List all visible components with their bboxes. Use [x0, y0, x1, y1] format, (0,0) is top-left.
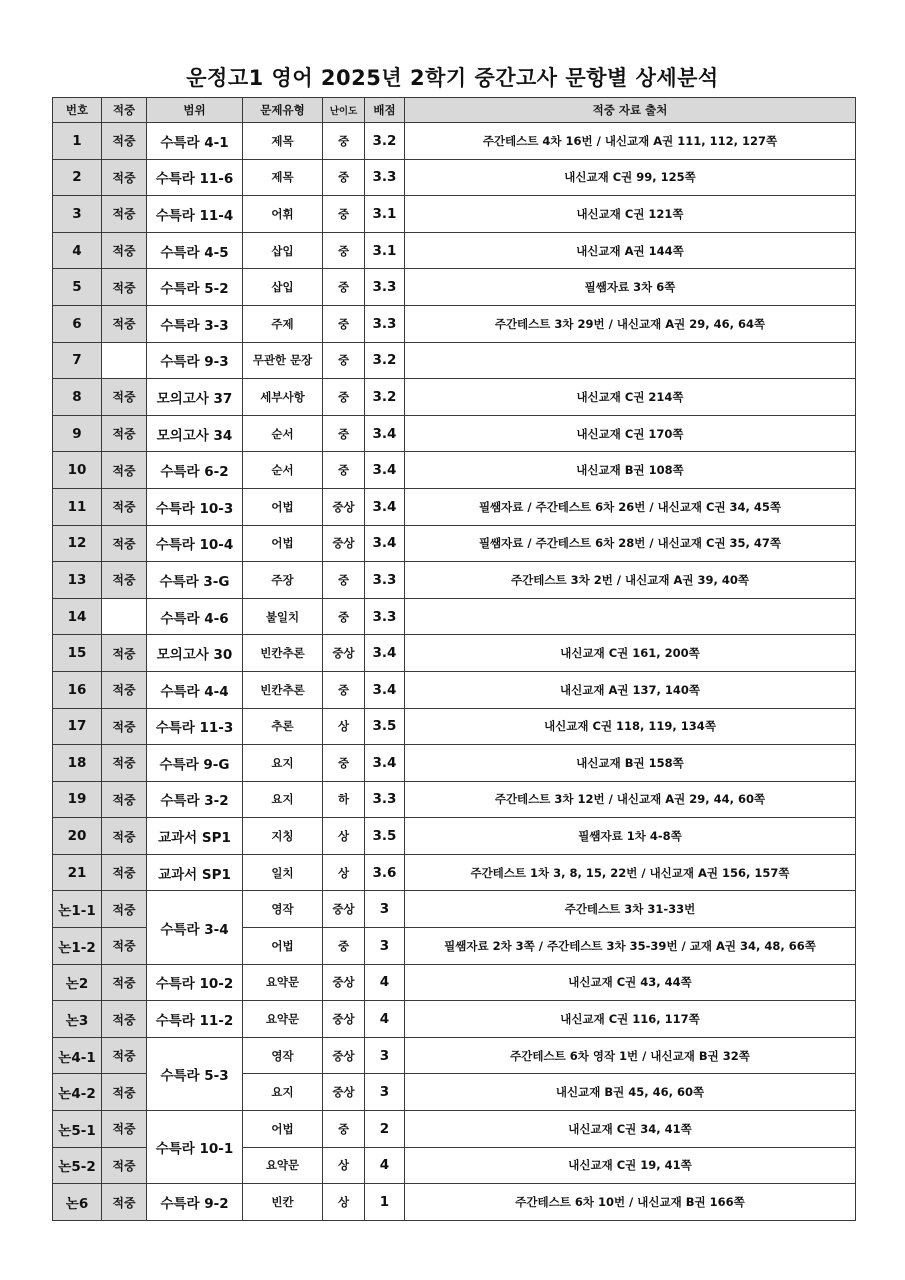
hit-status: 적중 — [102, 159, 147, 196]
exam-range: 수특라 11-3 — [147, 708, 243, 745]
question-type: 영작 — [243, 1037, 323, 1074]
exam-range: 수특라 10-2 — [147, 964, 243, 1001]
question-type: 지칭 — [243, 818, 323, 855]
exam-range: 수특라 5-2 — [147, 269, 243, 306]
table-row — [53, 305, 856, 342]
score: 3.3 — [365, 781, 405, 818]
exam-range: 수특라 6-2 — [147, 452, 243, 489]
hit-source: 내신교재 A권 144쪽 — [405, 232, 856, 269]
table-row — [53, 818, 856, 855]
column-header-score: 배점 — [365, 98, 405, 123]
hit-source: 내신교재 B권 45, 46, 60쪽 — [405, 1074, 856, 1111]
difficulty: 중 — [323, 745, 365, 782]
table-row — [53, 342, 856, 379]
hit-source: 필쌤자료 / 주간테스트 6차 26번 / 내신교재 C권 34, 45쪽 — [405, 488, 856, 525]
question-type: 영작 — [243, 891, 323, 928]
header-row — [53, 98, 856, 123]
question-type: 어휘 — [243, 196, 323, 233]
question-type: 빈칸 — [243, 1184, 323, 1221]
hit-source: 주간테스트 3차 12번 / 내신교재 A권 29, 44, 60쪽 — [405, 781, 856, 818]
hit-status: 적중 — [102, 671, 147, 708]
question-type: 순서 — [243, 415, 323, 452]
exam-range: 교과서 SP1 — [147, 854, 243, 891]
table-row — [53, 123, 856, 160]
column-header-source: 적중 자료 출처 — [405, 98, 856, 123]
difficulty: 중상 — [323, 891, 365, 928]
table-row — [53, 379, 856, 416]
question-type: 빈칸추론 — [243, 671, 323, 708]
hit-source: 필쌤자료 1차 4-8쪽 — [405, 818, 856, 855]
hit-status: 적중 — [102, 781, 147, 818]
question-number: 18 — [53, 745, 102, 782]
question-type: 무관한 문장 — [243, 342, 323, 379]
hit-source — [405, 598, 856, 635]
column-header-range: 범위 — [147, 98, 243, 123]
exam-range: 모의고사 34 — [147, 415, 243, 452]
hit-source: 내신교재 C권 116, 117쪽 — [405, 1001, 856, 1038]
hit-source: 내신교재 B권 108쪽 — [405, 452, 856, 489]
question-number: 논1-2 — [53, 928, 102, 965]
table-row — [53, 1037, 856, 1074]
score: 1 — [365, 1184, 405, 1221]
score: 3.5 — [365, 818, 405, 855]
question-number: 16 — [53, 671, 102, 708]
difficulty: 중 — [323, 269, 365, 306]
score: 3.3 — [365, 269, 405, 306]
exam-range: 수특라 10-4 — [147, 525, 243, 562]
hit-source: 주간테스트 6차 10번 / 내신교재 B권 166쪽 — [405, 1184, 856, 1221]
hit-source: 주간테스트 1차 3, 8, 15, 22번 / 내신교재 A권 156, 157쪽 — [405, 854, 856, 891]
hit-source: 주간테스트 3차 31-33번 — [405, 891, 856, 928]
score: 3.4 — [365, 635, 405, 672]
hit-status: 적중 — [102, 196, 147, 233]
table-row — [53, 781, 856, 818]
question-number: 논4-1 — [53, 1037, 102, 1074]
question-type: 삽입 — [243, 269, 323, 306]
question-type: 세부사항 — [243, 379, 323, 416]
difficulty: 중상 — [323, 1001, 365, 1038]
score: 3.3 — [365, 159, 405, 196]
hit-status: 적중 — [102, 123, 147, 160]
hit-status: 적중 — [102, 379, 147, 416]
hit-status: 적중 — [102, 854, 147, 891]
hit-status: 적중 — [102, 452, 147, 489]
difficulty: 중 — [323, 379, 365, 416]
exam-range: 수특라 5-3 — [147, 1037, 243, 1110]
hit-status: 적중 — [102, 891, 147, 928]
score: 3.3 — [365, 598, 405, 635]
table-row — [53, 232, 856, 269]
exam-range: 수특라 11-2 — [147, 1001, 243, 1038]
difficulty: 상 — [323, 1147, 365, 1184]
difficulty: 상 — [323, 1184, 365, 1221]
table-row — [53, 1001, 856, 1038]
question-number: 12 — [53, 525, 102, 562]
question-number: 3 — [53, 196, 102, 233]
hit-status: 적중 — [102, 1037, 147, 1074]
difficulty: 중 — [323, 232, 365, 269]
question-number: 13 — [53, 562, 102, 599]
hit-source: 내신교재 C권 214쪽 — [405, 379, 856, 416]
table-row — [53, 525, 856, 562]
table-row — [53, 854, 856, 891]
question-number: 논3 — [53, 1001, 102, 1038]
score: 4 — [365, 1001, 405, 1038]
question-type: 어법 — [243, 488, 323, 525]
question-number: 6 — [53, 305, 102, 342]
question-number: 21 — [53, 854, 102, 891]
table-row — [53, 562, 856, 599]
question-number: 1 — [53, 123, 102, 160]
hit-source: 내신교재 C권 170쪽 — [405, 415, 856, 452]
hit-source: 내신교재 C권 99, 125쪽 — [405, 159, 856, 196]
difficulty: 상 — [323, 708, 365, 745]
hit-status: 적중 — [102, 269, 147, 306]
question-number: 논2 — [53, 964, 102, 1001]
question-number: 11 — [53, 488, 102, 525]
score: 3.4 — [365, 671, 405, 708]
difficulty: 중 — [323, 562, 365, 599]
score: 3.3 — [365, 562, 405, 599]
hit-status: 적중 — [102, 708, 147, 745]
hit-status: 적중 — [102, 635, 147, 672]
question-type: 삽입 — [243, 232, 323, 269]
hit-status: 적중 — [102, 232, 147, 269]
table-row — [53, 598, 856, 635]
table-row — [53, 708, 856, 745]
difficulty: 중 — [323, 1111, 365, 1148]
hit-status: 적중 — [102, 1074, 147, 1111]
difficulty: 상 — [323, 854, 365, 891]
question-number: 5 — [53, 269, 102, 306]
hit-source: 주간테스트 6차 영작 1번 / 내신교재 B권 32쪽 — [405, 1037, 856, 1074]
hit-status: 적중 — [102, 1184, 147, 1221]
hit-status — [102, 342, 147, 379]
score: 3.4 — [365, 525, 405, 562]
hit-status: 적중 — [102, 964, 147, 1001]
difficulty: 하 — [323, 781, 365, 818]
score: 3.4 — [365, 745, 405, 782]
table-row — [53, 159, 856, 196]
table-row — [53, 745, 856, 782]
question-number: 4 — [53, 232, 102, 269]
table-row — [53, 1111, 856, 1148]
question-number: 20 — [53, 818, 102, 855]
score: 3.6 — [365, 854, 405, 891]
column-header-hit: 적중 — [102, 98, 147, 123]
hit-status — [102, 598, 147, 635]
hit-status: 적중 — [102, 745, 147, 782]
exam-range: 수특라 4-6 — [147, 598, 243, 635]
hit-source: 내신교재 C권 121쪽 — [405, 196, 856, 233]
table-row — [53, 452, 856, 489]
question-number: 19 — [53, 781, 102, 818]
question-type: 제목 — [243, 159, 323, 196]
hit-status: 적중 — [102, 1147, 147, 1184]
table-row — [53, 196, 856, 233]
difficulty: 중 — [323, 452, 365, 489]
question-type: 일치 — [243, 854, 323, 891]
exam-range: 모의고사 30 — [147, 635, 243, 672]
hit-source: 주간테스트 3차 2번 / 내신교재 A권 39, 40쪽 — [405, 562, 856, 599]
question-type: 요약문 — [243, 1147, 323, 1184]
hit-status: 적중 — [102, 305, 147, 342]
hit-status: 적중 — [102, 1111, 147, 1148]
difficulty: 중 — [323, 928, 365, 965]
question-type: 어법 — [243, 525, 323, 562]
difficulty: 중 — [323, 671, 365, 708]
score: 3.2 — [365, 123, 405, 160]
analysis-table — [52, 97, 856, 1221]
table-row — [53, 964, 856, 1001]
difficulty: 상 — [323, 818, 365, 855]
difficulty: 중상 — [323, 1037, 365, 1074]
table-body — [53, 123, 856, 1221]
exam-range: 수특라 10-1 — [147, 1111, 243, 1184]
score: 3.4 — [365, 452, 405, 489]
difficulty: 중 — [323, 159, 365, 196]
question-number: 논5-1 — [53, 1111, 102, 1148]
hit-status: 적중 — [102, 562, 147, 599]
question-number: 2 — [53, 159, 102, 196]
question-number: 논4-2 — [53, 1074, 102, 1111]
score: 3.2 — [365, 379, 405, 416]
exam-range: 수특라 4-5 — [147, 232, 243, 269]
hit-source: 필쌤자료 3차 6쪽 — [405, 269, 856, 306]
question-type: 주장 — [243, 562, 323, 599]
table-row — [53, 488, 856, 525]
hit-status: 적중 — [102, 1001, 147, 1038]
score: 3.1 — [365, 232, 405, 269]
table-row — [53, 415, 856, 452]
difficulty: 중 — [323, 196, 365, 233]
question-type: 요약문 — [243, 1001, 323, 1038]
score: 3.4 — [365, 488, 405, 525]
question-type: 어법 — [243, 928, 323, 965]
exam-range: 수특라 3-2 — [147, 781, 243, 818]
score: 3 — [365, 1074, 405, 1111]
score: 3.5 — [365, 708, 405, 745]
difficulty: 중 — [323, 415, 365, 452]
difficulty: 중상 — [323, 635, 365, 672]
question-type: 어법 — [243, 1111, 323, 1148]
exam-range: 수특라 11-6 — [147, 159, 243, 196]
hit-source: 내신교재 C권 118, 119, 134쪽 — [405, 708, 856, 745]
difficulty: 중 — [323, 342, 365, 379]
question-number: 17 — [53, 708, 102, 745]
difficulty: 중 — [323, 305, 365, 342]
hit-status: 적중 — [102, 525, 147, 562]
question-number: 10 — [53, 452, 102, 489]
exam-range: 수특라 3-G — [147, 562, 243, 599]
question-number: 논6 — [53, 1184, 102, 1221]
hit-source — [405, 342, 856, 379]
hit-source: 필쌤자료 2차 3쪽 / 주간테스트 3차 35-39번 / 교재 A권 34, 48, 66쪽 — [405, 928, 856, 965]
score: 3.1 — [365, 196, 405, 233]
exam-range: 모의고사 37 — [147, 379, 243, 416]
question-number: 논5-2 — [53, 1147, 102, 1184]
score: 4 — [365, 964, 405, 1001]
question-type: 불일치 — [243, 598, 323, 635]
difficulty: 중상 — [323, 1074, 365, 1111]
exam-range: 수특라 9-2 — [147, 1184, 243, 1221]
hit-source: 주간테스트 3차 29번 / 내신교재 A권 29, 46, 64쪽 — [405, 305, 856, 342]
hit-source: 필쌤자료 / 주간테스트 6차 28번 / 내신교재 C권 35, 47쪽 — [405, 525, 856, 562]
question-type: 요지 — [243, 781, 323, 818]
exam-range: 수특라 3-4 — [147, 891, 243, 964]
question-number: 14 — [53, 598, 102, 635]
exam-range: 수특라 4-4 — [147, 671, 243, 708]
difficulty: 중상 — [323, 488, 365, 525]
hit-status: 적중 — [102, 415, 147, 452]
hit-source: 내신교재 B권 158쪽 — [405, 745, 856, 782]
hit-source: 내신교재 C권 161, 200쪽 — [405, 635, 856, 672]
column-header-type: 문제유형 — [243, 98, 323, 123]
hit-source: 내신교재 C권 43, 44쪽 — [405, 964, 856, 1001]
table-row — [53, 269, 856, 306]
question-type: 요약문 — [243, 964, 323, 1001]
difficulty: 중상 — [323, 525, 365, 562]
exam-range: 수특라 10-3 — [147, 488, 243, 525]
page-title: 운정고1 영어 2025년 2학기 중간고사 문항별 상세분석 — [186, 66, 719, 90]
question-number: 7 — [53, 342, 102, 379]
score: 3.3 — [365, 305, 405, 342]
score: 3 — [365, 928, 405, 965]
score: 3 — [365, 1037, 405, 1074]
table-row — [53, 1184, 856, 1221]
score: 3.2 — [365, 342, 405, 379]
difficulty: 중상 — [323, 964, 365, 1001]
exam-range: 수특라 11-4 — [147, 196, 243, 233]
question-type: 순서 — [243, 452, 323, 489]
exam-range: 수특라 3-3 — [147, 305, 243, 342]
question-type: 요지 — [243, 745, 323, 782]
hit-status: 적중 — [102, 488, 147, 525]
hit-source: 내신교재 A권 137, 140쪽 — [405, 671, 856, 708]
score: 3.4 — [365, 415, 405, 452]
question-type: 요지 — [243, 1074, 323, 1111]
exam-range: 수특라 9-3 — [147, 342, 243, 379]
table-row — [53, 671, 856, 708]
column-header-difficulty: 난이도 — [323, 98, 365, 123]
question-type: 추론 — [243, 708, 323, 745]
difficulty: 중 — [323, 598, 365, 635]
hit-status: 적중 — [102, 818, 147, 855]
difficulty: 중 — [323, 123, 365, 160]
hit-source: 내신교재 C권 34, 41쪽 — [405, 1111, 856, 1148]
question-number: 논1-1 — [53, 891, 102, 928]
hit-source: 내신교재 C권 19, 41쪽 — [405, 1147, 856, 1184]
hit-source: 주간테스트 4차 16번 / 내신교재 A권 111, 112, 127쪽 — [405, 123, 856, 160]
exam-range: 교과서 SP1 — [147, 818, 243, 855]
table-row — [53, 891, 856, 928]
question-number: 8 — [53, 379, 102, 416]
score: 3 — [365, 891, 405, 928]
question-type: 빈칸추론 — [243, 635, 323, 672]
question-type: 제목 — [243, 123, 323, 160]
score: 2 — [365, 1111, 405, 1148]
table-row — [53, 635, 856, 672]
hit-status: 적중 — [102, 928, 147, 965]
question-type: 주제 — [243, 305, 323, 342]
exam-range: 수특라 9-G — [147, 745, 243, 782]
score: 4 — [365, 1147, 405, 1184]
exam-range: 수특라 4-1 — [147, 123, 243, 160]
column-header-number: 번호 — [53, 98, 102, 123]
question-number: 9 — [53, 415, 102, 452]
question-number: 15 — [53, 635, 102, 672]
